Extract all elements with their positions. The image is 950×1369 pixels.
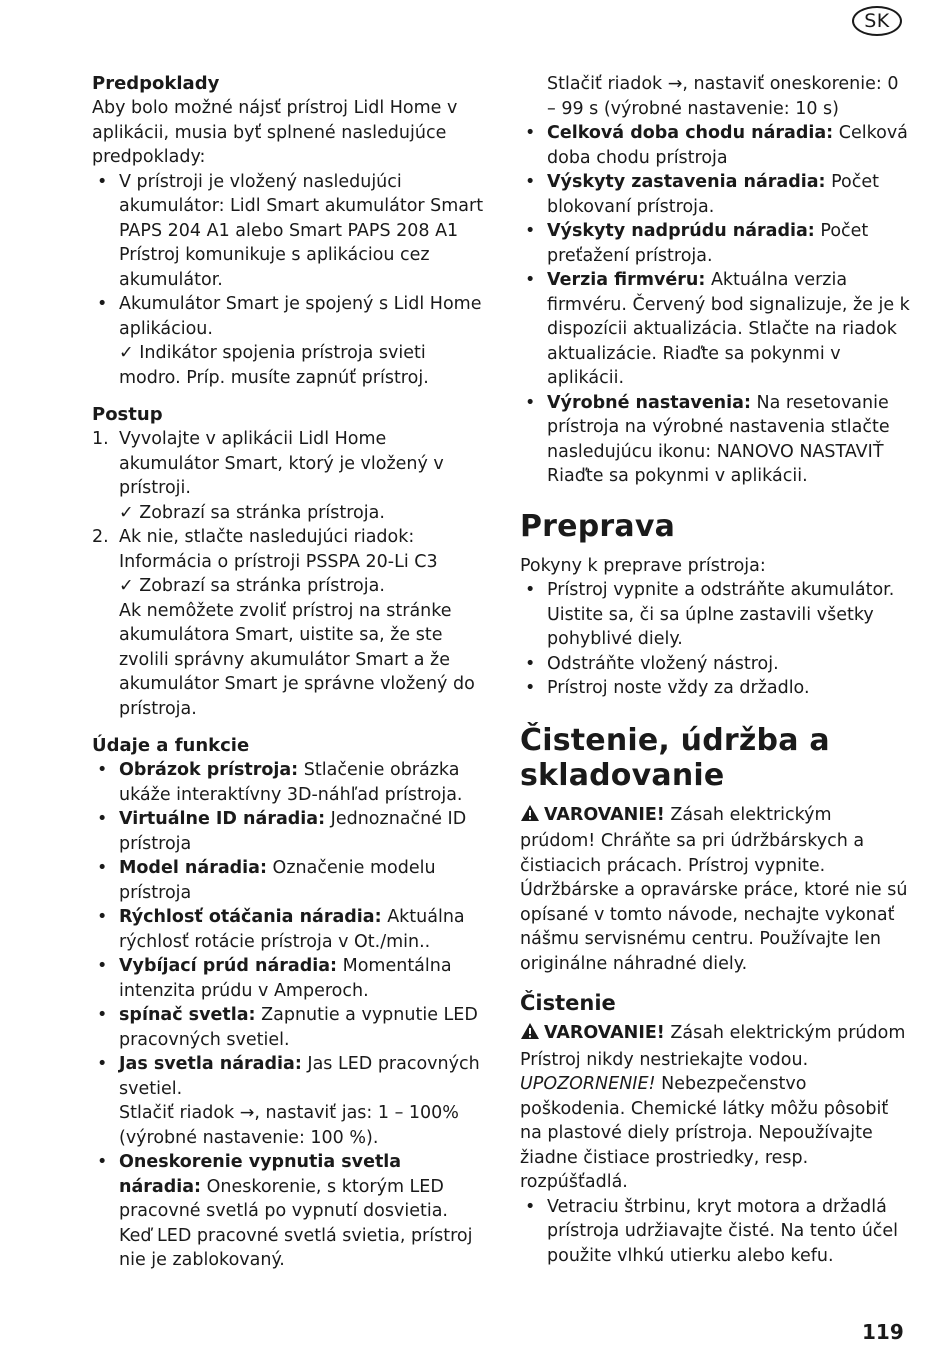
warning-text: Zásah elektrickým prúdom <box>670 1023 906 1043</box>
term: Celková doba chodu náradia: <box>547 123 834 143</box>
list-item <box>520 1195 912 1269</box>
bullet: • <box>97 907 108 927</box>
warning-label: VAROVANIE! <box>544 1023 665 1043</box>
warning-text-2: Prístroj nikdy nestriekajte vodou. <box>520 1049 809 1070</box>
list-item <box>92 954 486 1003</box>
list-item-text: Prístroj noste vždy za držadlo. <box>547 678 810 698</box>
bullet: • <box>97 956 108 976</box>
predpoklady-heading: Predpoklady <box>92 73 220 94</box>
udaje-heading: Údaje a funkcie <box>92 735 250 756</box>
right-column <box>520 72 912 1268</box>
cistenie-udrzba-heading: Čistenie, údržba a skladovanie <box>520 722 830 793</box>
bullet: • <box>97 1005 108 1025</box>
left-column <box>92 72 486 1273</box>
udaje-list <box>92 758 486 1273</box>
notice-label: UPOZORNENIE! <box>520 1074 656 1094</box>
list-item-note: Riaďte sa pokynmi v aplikácii. <box>547 466 808 486</box>
list-item <box>520 676 912 701</box>
description: Zapnutie a vypnutie LED pracovných svetiel. <box>119 1005 478 1050</box>
udaje-list-continued <box>520 121 912 489</box>
description: Oneskorenie, s ktorým LED pracovné svetlá po vypnutí dosvietia. Keď LED pracovné svetlá svietia, prístroj nie je zablokovaný. <box>119 1176 473 1270</box>
description: Aktuálna rýchlosť rotácie prístroja v Ot./min.. <box>119 907 465 952</box>
continuation-text: Stlačiť riadok →, nastaviť oneskorenie: 0 – 99 s (výrobné nastavenie: 10 s) <box>547 74 899 119</box>
description: Jas LED pracovných svetiel. <box>119 1054 480 1099</box>
bullet: • <box>97 1054 108 1074</box>
warning-icon <box>520 804 540 830</box>
list-item-note: Stlačiť riadok →, nastaviť jas: 1 – 100% (výrobné nastavenie: 100 %). <box>119 1103 459 1148</box>
bullet: • <box>525 270 536 290</box>
page-number: 119 <box>862 1320 904 1344</box>
bullet: • <box>525 580 536 600</box>
term: Vybíjací prúd náradia: <box>119 956 338 976</box>
list-item-text: Odstráňte vložený nástroj. <box>547 653 779 674</box>
description: Na resetovanie prístroja na výrobné nastavenia stlačte nasledujúcu ikonu: NANOVO NASTAVIŤ <box>547 392 890 462</box>
description: Počet blokovaní prístroja. <box>547 172 880 217</box>
term: Rýchlosť otáčania náradia: <box>119 907 382 927</box>
list-item <box>520 268 912 391</box>
term: Jas svetla náradia: <box>119 1054 302 1074</box>
bullet: • <box>525 653 536 674</box>
list-item-note: Prístroj komunikuje s aplikáciou cez akumulátor. <box>119 245 430 290</box>
cistenie-heading: Čistenie <box>520 991 616 1015</box>
term: Výskyty zastavenia náradia: <box>547 172 826 192</box>
bullet: • <box>525 172 536 192</box>
list-item <box>520 121 912 170</box>
description: Aktuálna verzia firmvéru. Červený bod signalizuje, že je k dispozícii aktualizácia. Stlačte na riadok aktualizácie. Riaďte sa pokynmi v aplikácii. <box>547 270 910 388</box>
list-item <box>92 292 486 390</box>
term: Výrobné nastavenia: <box>547 392 751 413</box>
bullet: • <box>97 760 108 780</box>
description: Momentálna intenzita prúdu v Amperoch. <box>119 956 452 1001</box>
term: Výskyty nadprúdu náradia: <box>547 221 815 241</box>
step-item <box>92 427 486 525</box>
list-item <box>520 391 912 489</box>
preprava-list <box>520 578 912 701</box>
list-item <box>520 219 912 268</box>
step-note: Ak nemôžete zvoliť prístroj na stránke akumulátora Smart, uistite sa, že ste zvolili správny akumulátor Smart a že akumulátor Smart je správne vložený do prístroja. <box>119 600 475 719</box>
language-badge: SK <box>852 6 902 36</box>
step-item <box>92 525 486 721</box>
step-number: 1. <box>92 429 109 449</box>
list-item <box>520 170 912 219</box>
preprava-intro: Pokyny k preprave prístroja: <box>520 555 766 576</box>
warning-paragraph <box>520 1021 912 1048</box>
bullet: • <box>97 858 108 878</box>
postup-heading: Postup <box>92 404 163 425</box>
notice-paragraph <box>520 1072 912 1195</box>
step-result: ✓ Zobrazí sa stránka prístroja. <box>119 576 385 596</box>
term: Virtuálne ID náradia: <box>119 809 326 829</box>
term: Obrázok prístroja: <box>119 760 299 780</box>
cistenie-list <box>520 1195 912 1269</box>
list-item <box>520 578 912 652</box>
list-item <box>92 758 486 807</box>
maintenance-paragraph: Údržbárske a opravárske práce, ktoré nie sú opísané v tomto návode, nechajte vykonať nášmu servisnému centru. Používajte len originálne náhradné diely. <box>520 880 908 974</box>
warning-icon <box>520 1022 540 1048</box>
list-item-text: Akumulátor Smart je spojený s Lidl Home aplikáciou. <box>119 294 482 339</box>
list-item <box>92 1003 486 1052</box>
bullet: • <box>525 1196 536 1217</box>
preprava-heading: Preprava <box>520 508 676 544</box>
step-result: ✓ Zobrazí sa stránka prístroja. <box>119 502 385 523</box>
description: Označenie modelu prístroja <box>119 858 436 903</box>
term: Oneskorenie vypnutia svetla náradia: <box>119 1152 402 1197</box>
list-item-text: Vetraciu štrbinu, kryt motora a držadlá prístroja udržiavajte čisté. Na tento účel použite vlhkú utierku alebo kefu. <box>547 1196 899 1266</box>
notice-text: Nebezpečenstvo poškodenia. Chemické látky môžu pôsobiť na plastové diely prístroja. Nepoužívajte žiadne čistiace prostriedky, resp. rozpúšťadlá. <box>520 1074 889 1192</box>
bullet: • <box>97 1152 108 1172</box>
term: Model náradia: <box>119 858 267 878</box>
term: Verzia firmvéru: <box>547 270 706 290</box>
list-item <box>92 170 486 293</box>
bullet: • <box>525 678 536 698</box>
list-item-note: ✓ Indikátor spojenia prístroja svieti modro. Príp. musíte zapnúť prístroj. <box>119 343 429 388</box>
warning-paragraph <box>520 803 912 879</box>
bullet: • <box>525 221 536 241</box>
bullet: • <box>525 392 536 413</box>
description: Počet preťažení prístroja. <box>547 221 869 266</box>
bullet: • <box>97 809 108 829</box>
list-item <box>92 905 486 954</box>
list-item <box>92 856 486 905</box>
list-item <box>92 1052 486 1150</box>
postup-list <box>92 427 486 721</box>
warning-label: VAROVANIE! <box>544 804 665 825</box>
list-item <box>92 1150 486 1273</box>
step-text: Ak nie, stlačte nasledujúci riadok: Informácia o prístroji PSSPA 20-Li C3 <box>119 527 438 572</box>
bullet: • <box>525 123 536 143</box>
list-item-text: V prístroji je vložený nasledujúci akumulátor: Lidl Smart akumulátor Smart PAPS 204 A1 alebo Smart PAPS 208 A1 <box>119 171 484 241</box>
list-item <box>520 652 912 677</box>
list-item <box>92 807 486 856</box>
predpoklady-list <box>92 170 486 391</box>
predpoklady-intro: Aby bolo možné nájsť prístroj Lidl Home v aplikácii, musia byť splnené nasledujúce predpoklady: <box>92 98 458 167</box>
description: Stlačenie obrázka ukáže interaktívny 3D-náhľad prístroja. <box>119 760 463 805</box>
step-number: 2. <box>92 527 109 547</box>
description: Celková doba chodu prístroja <box>547 123 908 168</box>
warning-text: Zásah elektrickým prúdom! Chráňte sa pri údržbárskych a čistiacich prácach. Prístroj vypnite. <box>520 804 865 876</box>
description: Jednoznačné ID prístroja <box>119 809 467 854</box>
step-text: Vyvolajte v aplikácii Lidl Home akumulátor Smart, ktorý je vložený v prístroji. <box>119 429 444 498</box>
bullet: • <box>97 294 108 314</box>
term: spínač svetla: <box>119 1005 256 1025</box>
bullet: • <box>97 171 108 192</box>
list-item-text: Prístroj vypnite a odstráňte akumulátor. Uistite sa, či sa úplne zastavili všetky pohyblivé diely. <box>547 580 895 649</box>
